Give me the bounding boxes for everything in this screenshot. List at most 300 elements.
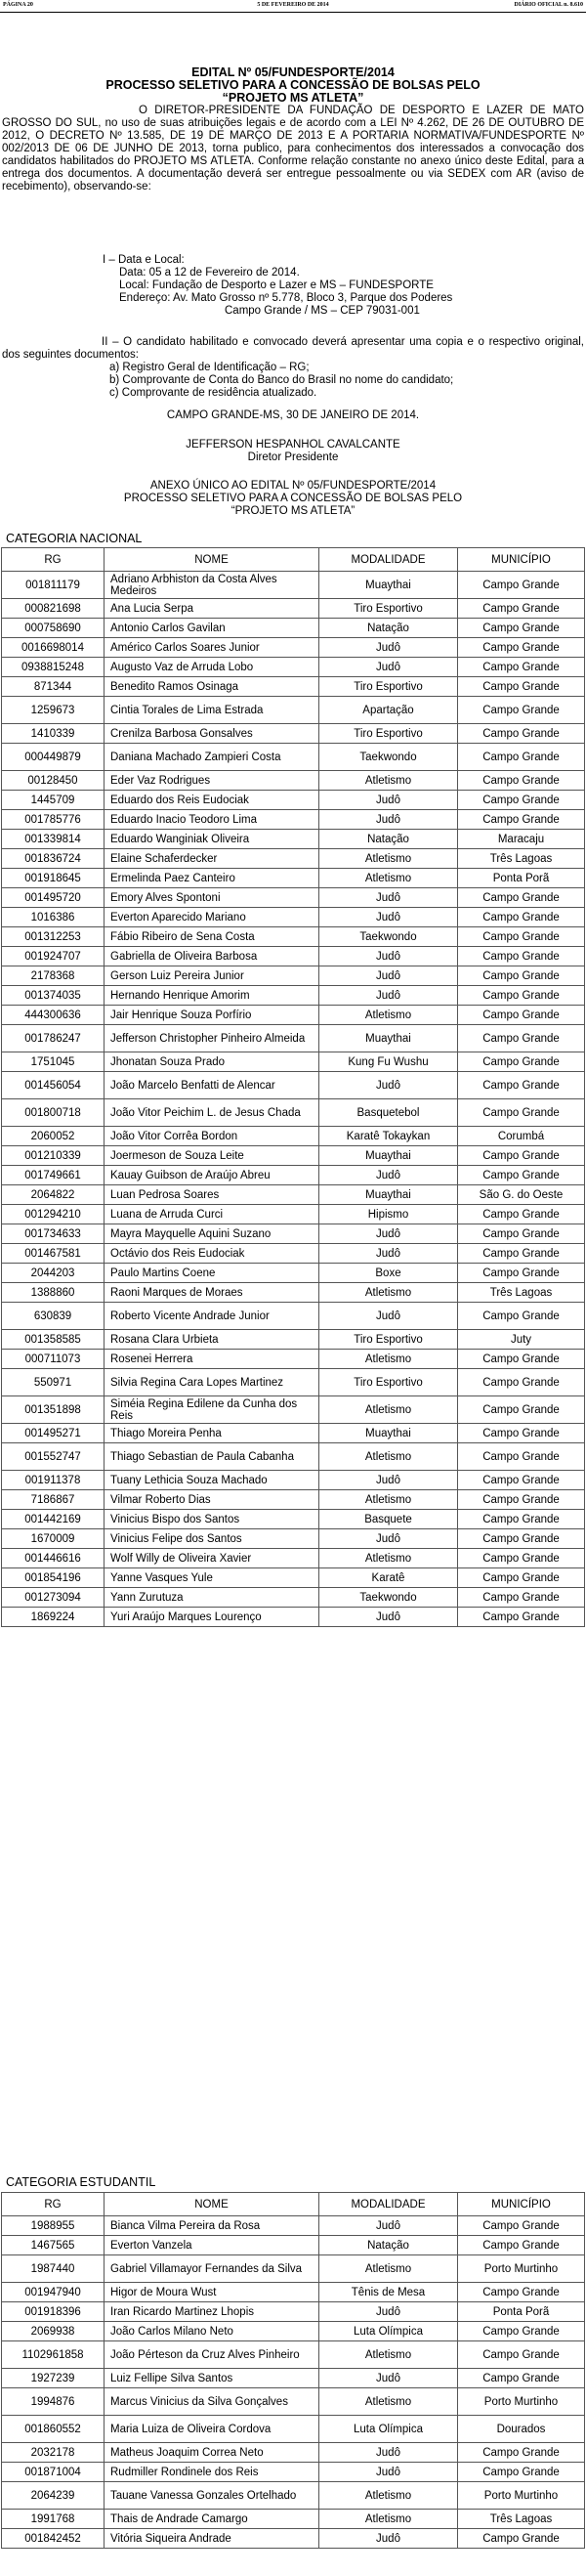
modalidade-cell: Atletismo xyxy=(319,2388,458,2416)
modalidade-cell: Judô xyxy=(319,966,458,986)
rg-cell: 444300636 xyxy=(2,1006,105,1025)
table-row xyxy=(2,2341,585,2369)
rg-cell: 1987440 xyxy=(2,2255,105,2283)
modalidade-cell: Boxe xyxy=(319,1264,458,1283)
modalidade-cell: Judô xyxy=(319,986,458,1006)
nome-cell: Rosana Clara Urbieta xyxy=(105,1330,319,1350)
rg-cell: 001552747 xyxy=(2,1443,105,1471)
table-row xyxy=(2,947,585,966)
rg-cell: 001312253 xyxy=(2,927,105,947)
municipio-cell: Campo Grande xyxy=(458,2216,585,2236)
table-row xyxy=(2,599,585,619)
nome-cell: Ermelinda Paez Canteiro xyxy=(105,869,319,888)
nome-cell: Eduardo dos Reis Eudociak xyxy=(105,791,319,810)
rg-cell: 001871004 xyxy=(2,2463,105,2482)
nome-cell: Everton Aparecido Mariano xyxy=(105,908,319,927)
column-header-nome: NOME xyxy=(105,548,319,572)
table-row xyxy=(2,638,585,658)
modalidade-cell: Tiro Esportivo xyxy=(319,1330,458,1350)
nome-cell: Vitória Siqueira Andrade xyxy=(105,2529,319,2549)
category-estudantil-label: CATEGORIA ESTUDANTIL xyxy=(6,2175,156,2189)
rg-cell: 1991768 xyxy=(2,2510,105,2529)
modalidade-cell: Karatê xyxy=(319,1568,458,1588)
modalidade-cell: Atletismo xyxy=(319,1006,458,1025)
nome-cell: Antonio Carlos Gavilan xyxy=(105,619,319,638)
nome-cell: Ana Lucia Serpa xyxy=(105,599,319,619)
modalidade-cell: Luta Olímpica xyxy=(319,2322,458,2341)
nome-cell: Adriano Arbhiston da Costa Alves Medeiros xyxy=(105,572,319,599)
municipio-cell: Campo Grande xyxy=(458,1224,585,1244)
nacional-table xyxy=(1,547,585,1627)
rg-cell: 550971 xyxy=(2,1369,105,1396)
municipio-cell: Campo Grande xyxy=(458,1099,585,1127)
modalidade-cell: Muaythai xyxy=(319,1146,458,1166)
modalidade-cell: Atletismo xyxy=(319,2255,458,2283)
table-row xyxy=(2,830,585,849)
municipio-cell: Campo Grande xyxy=(458,1443,585,1471)
table-row xyxy=(2,1369,585,1396)
municipio-cell: Porto Murtinho xyxy=(458,2255,585,2283)
municipio-cell: Campo Grande xyxy=(458,1490,585,1510)
item-1-location: Local: Fundação de Desporto e Lazer e MS – FUNDESPORTE xyxy=(119,279,434,291)
table-row xyxy=(2,1146,585,1166)
nome-cell: Cintia Torales de Lima Estrada xyxy=(105,697,319,724)
modalidade-cell: Tiro Esportivo xyxy=(319,724,458,744)
modalidade-cell: Natação xyxy=(319,2236,458,2255)
modalidade-cell: Atletismo xyxy=(319,1490,458,1510)
municipio-cell: Campo Grande xyxy=(458,986,585,1006)
table-row xyxy=(2,1006,585,1025)
modalidade-cell: Natação xyxy=(319,830,458,849)
rg-cell: 2064239 xyxy=(2,2482,105,2510)
table-row xyxy=(2,1072,585,1099)
municipio-cell: Campo Grande xyxy=(458,1549,585,1568)
table-row xyxy=(2,1588,585,1608)
page-header xyxy=(0,0,586,13)
table-row xyxy=(2,1510,585,1529)
rg-cell: 001294210 xyxy=(2,1205,105,1224)
rg-cell: 2060052 xyxy=(2,1127,105,1146)
municipio-cell: Campo Grande xyxy=(458,1166,585,1185)
column-header-rg: RG xyxy=(2,2193,105,2216)
nome-cell: Thais de Andrade Camargo xyxy=(105,2510,319,2529)
municipio-cell: Campo Grande xyxy=(458,744,585,771)
rg-cell: 001918645 xyxy=(2,869,105,888)
table-row xyxy=(2,619,585,638)
municipio-cell: Campo Grande xyxy=(458,1608,585,1627)
edital-title: EDITAL Nº 05/FUNDESPORTE/2014 xyxy=(191,65,395,79)
municipio-cell: Campo Grande xyxy=(458,1529,585,1549)
table-row xyxy=(2,2443,585,2463)
table-row xyxy=(2,724,585,744)
rg-cell: 1994876 xyxy=(2,2388,105,2416)
date-line: CAMPO GRANDE-MS, 30 DE JANEIRO DE 2014. xyxy=(166,409,420,421)
table-header-row xyxy=(2,548,585,572)
nome-cell: Fábio Ribeiro de Sena Costa xyxy=(105,927,319,947)
modalidade-cell: Judô xyxy=(319,638,458,658)
rg-cell: 7186867 xyxy=(2,1490,105,1510)
nome-cell: Mayra Mayquelle Aquini Suzano xyxy=(105,1224,319,1244)
signer-role: Diretor Presidente xyxy=(247,451,339,463)
municipio-cell: Campo Grande xyxy=(458,1264,585,1283)
table-row xyxy=(2,2416,585,2443)
table-row xyxy=(2,2369,585,2388)
edital-project: “PROJETO MS ATLETA” xyxy=(222,91,364,105)
rg-cell: 2064822 xyxy=(2,1185,105,1205)
municipio-cell: Campo Grande xyxy=(458,724,585,744)
anexo-subtitle: PROCESSO SELETIVO PARA A CONCESSÃO DE BOLSAS PELO xyxy=(123,493,463,504)
nome-cell: Tuany Lethicia Souza Machado xyxy=(105,1471,319,1490)
nome-cell: João Marcelo Benfatti de Alencar xyxy=(105,1072,319,1099)
rg-cell: 630839 xyxy=(2,1303,105,1330)
table-row xyxy=(2,1264,585,1283)
modalidade-cell: Atletismo xyxy=(319,771,458,791)
rg-cell: 1927239 xyxy=(2,2369,105,2388)
rg-cell: 1751045 xyxy=(2,1052,105,1072)
nome-cell: João Carlos Milano Neto xyxy=(105,2322,319,2341)
modalidade-cell: Judô xyxy=(319,1224,458,1244)
table-row xyxy=(2,810,585,830)
rg-cell: 001811179 xyxy=(2,572,105,599)
modalidade-cell: Hipismo xyxy=(319,1205,458,1224)
municipio-cell: Campo Grande xyxy=(458,1424,585,1443)
modalidade-cell: Judô xyxy=(319,1303,458,1330)
municipio-cell: Campo Grande xyxy=(458,2283,585,2302)
municipio-cell: Campo Grande xyxy=(458,1244,585,1264)
rg-cell: 000758690 xyxy=(2,619,105,638)
rg-cell: 001351898 xyxy=(2,1396,105,1424)
municipio-cell: Campo Grande xyxy=(458,888,585,908)
municipio-cell: Campo Grande xyxy=(458,1146,585,1166)
rg-cell: 001842452 xyxy=(2,2529,105,2549)
rg-cell: 001918396 xyxy=(2,2302,105,2322)
nome-cell: Luana de Arruda Curci xyxy=(105,1205,319,1224)
municipio-cell: Campo Grande xyxy=(458,1588,585,1608)
table-row xyxy=(2,1424,585,1443)
nome-cell: Benedito Ramos Osinaga xyxy=(105,677,319,697)
modalidade-cell: Judô xyxy=(319,1244,458,1264)
item-2a: a) Registro Geral de Identificação – RG; xyxy=(109,362,310,373)
nome-cell: Emory Alves Spontoni xyxy=(105,888,319,908)
rg-cell: 1259673 xyxy=(2,697,105,724)
rg-cell: 001749661 xyxy=(2,1166,105,1185)
column-header-municipio: MUNICÍPIO xyxy=(458,548,585,572)
municipio-cell: Campo Grande xyxy=(458,1006,585,1025)
nome-cell: Gabriella de Oliveira Barbosa xyxy=(105,947,319,966)
modalidade-cell: Tiro Esportivo xyxy=(319,677,458,697)
nome-cell: Silvia Regina Cara Lopes Martinez xyxy=(105,1369,319,1396)
modalidade-cell: Judô xyxy=(319,908,458,927)
modalidade-cell: Natação xyxy=(319,619,458,638)
table-row xyxy=(2,2482,585,2510)
municipio-cell: Campo Grande xyxy=(458,619,585,638)
rg-cell: 001854196 xyxy=(2,1568,105,1588)
municipio-cell: Campo Grande xyxy=(458,771,585,791)
modalidade-cell: Basquetebol xyxy=(319,1099,458,1127)
table-row xyxy=(2,697,585,724)
table-row xyxy=(2,2302,585,2322)
edital-subtitle: PROCESSO SELETIVO PARA A CONCESSÃO DE BOLSAS PELO xyxy=(105,78,481,92)
rg-cell: 001836724 xyxy=(2,849,105,869)
municipio-cell: Campo Grande xyxy=(458,810,585,830)
rg-cell: 000449879 xyxy=(2,744,105,771)
modalidade-cell: Basquete xyxy=(319,1510,458,1529)
table-row xyxy=(2,1396,585,1424)
municipio-cell: Campo Grande xyxy=(458,2463,585,2482)
page-number: PÁGINA 20 xyxy=(3,2,33,8)
rg-cell: 001800718 xyxy=(2,1099,105,1127)
modalidade-cell: Judô xyxy=(319,1072,458,1099)
nome-cell: Eduardo Inacio Teodoro Lima xyxy=(105,810,319,830)
nome-cell: Luiz Fellipe Silva Santos xyxy=(105,2369,319,2388)
nome-cell: Gabriel Villamayor Fernandes da Silva xyxy=(105,2255,319,2283)
modalidade-cell: Atletismo xyxy=(319,849,458,869)
municipio-cell: Campo Grande xyxy=(458,1350,585,1369)
table-row xyxy=(2,1443,585,1471)
signer-name: JEFFERSON HESPANHOL CAVALCANTE xyxy=(186,439,400,451)
nome-cell: Matheus Joaquim Correa Neto xyxy=(105,2443,319,2463)
table-row xyxy=(2,1099,585,1127)
table-row xyxy=(2,1549,585,1568)
municipio-cell: Campo Grande xyxy=(458,2236,585,2255)
municipio-cell: Juty xyxy=(458,1330,585,1350)
item-1-date: Data: 05 a 12 de Fevereiro de 2014. xyxy=(119,267,300,279)
table-row xyxy=(2,888,585,908)
modalidade-cell: Judô xyxy=(319,2302,458,2322)
table-row xyxy=(2,572,585,599)
modalidade-cell: Atletismo xyxy=(319,2510,458,2529)
municipio-cell: Campo Grande xyxy=(458,1568,585,1588)
municipio-cell: Maracaju xyxy=(458,830,585,849)
municipio-cell: Campo Grande xyxy=(458,966,585,986)
modalidade-cell: Tiro Esportivo xyxy=(319,1369,458,1396)
nome-cell: Vinicius Bispo dos Santos xyxy=(105,1510,319,1529)
table-row xyxy=(2,1166,585,1185)
anexo-project: “PROJETO MS ATLETA” xyxy=(230,505,356,517)
municipio-cell: Ponta Porã xyxy=(458,869,585,888)
municipio-cell: São G. do Oeste xyxy=(458,1185,585,1205)
modalidade-cell: Judô xyxy=(319,1471,458,1490)
modalidade-cell: Muaythai xyxy=(319,1424,458,1443)
municipio-cell: Campo Grande xyxy=(458,1052,585,1072)
rg-cell: 001339814 xyxy=(2,830,105,849)
municipio-cell: Campo Grande xyxy=(458,638,585,658)
municipio-cell: Campo Grande xyxy=(458,947,585,966)
nome-cell: Bianca Vilma Pereira da Rosa xyxy=(105,2216,319,2236)
rg-cell: 001456054 xyxy=(2,1072,105,1099)
nome-cell: Eder Vaz Rodrigues xyxy=(105,771,319,791)
municipio-cell: Campo Grande xyxy=(458,927,585,947)
nome-cell: Elaine Schaferdecker xyxy=(105,849,319,869)
modalidade-cell: Tênis de Mesa xyxy=(319,2283,458,2302)
nome-cell: Yanne Vasques Yule xyxy=(105,1568,319,1588)
table-row xyxy=(2,1350,585,1369)
municipio-cell: Dourados xyxy=(458,2416,585,2443)
modalidade-cell: Atletismo xyxy=(319,1283,458,1303)
rg-cell: 1388860 xyxy=(2,1283,105,1303)
nome-cell: Thiago Sebastian de Paula Cabanha xyxy=(105,1443,319,1471)
nome-cell: Kauay Guibson de Araújo Abreu xyxy=(105,1166,319,1185)
nome-cell: Vinicius Felipe dos Santos xyxy=(105,1529,319,1549)
table-row xyxy=(2,849,585,869)
rg-cell: 1988955 xyxy=(2,2216,105,2236)
municipio-cell: Porto Murtinho xyxy=(458,2482,585,2510)
rg-cell: 2032178 xyxy=(2,2443,105,2463)
municipio-cell: Campo Grande xyxy=(458,2443,585,2463)
nome-cell: Luan Pedrosa Soares xyxy=(105,1185,319,1205)
municipio-cell: Campo Grande xyxy=(458,1303,585,1330)
nome-cell: Rudmiller Rondinele dos Reis xyxy=(105,2463,319,2482)
column-header-municipio: MUNICÍPIO xyxy=(458,2193,585,2216)
modalidade-cell: Judô xyxy=(319,2369,458,2388)
nome-cell: Vilmar Roberto Dias xyxy=(105,1490,319,1510)
rg-cell: 001734633 xyxy=(2,1224,105,1244)
column-header-modalidade: MODALIDADE xyxy=(319,2193,458,2216)
rg-cell: 871344 xyxy=(2,677,105,697)
modalidade-cell: Judô xyxy=(319,1166,458,1185)
estudantil-table xyxy=(1,2192,585,2549)
municipio-cell: Campo Grande xyxy=(458,677,585,697)
nome-cell: Rosenei Herrera xyxy=(105,1350,319,1369)
table-row xyxy=(2,927,585,947)
municipio-cell: Campo Grande xyxy=(458,1025,585,1052)
municipio-cell: Campo Grande xyxy=(458,1510,585,1529)
rg-cell: 1102961858 xyxy=(2,2341,105,2369)
table-row xyxy=(2,869,585,888)
modalidade-cell: Taekwondo xyxy=(319,744,458,771)
rg-cell: 001210339 xyxy=(2,1146,105,1166)
table-row xyxy=(2,2236,585,2255)
table-row xyxy=(2,1127,585,1146)
item-2-text: II – O candidato habilitado e convocado deverá apresentar uma copia e o respectivo original, dos seguintes documentos: xyxy=(2,336,584,361)
table-row xyxy=(2,2388,585,2416)
item-1-heading: I – Data e Local: xyxy=(103,254,185,266)
table-row xyxy=(2,1608,585,1627)
table-row xyxy=(2,1052,585,1072)
item-1-address: Endereço: Av. Mato Grosso nº 5.778, Bloco 3, Parque dos Poderes xyxy=(119,292,453,304)
table-row xyxy=(2,2216,585,2236)
nome-cell: Daniana Machado Zampieri Costa xyxy=(105,744,319,771)
rg-cell: 001467581 xyxy=(2,1244,105,1264)
modalidade-cell: Taekwondo xyxy=(319,1588,458,1608)
nome-cell: Maria Luiza de Oliveira Cordova xyxy=(105,2416,319,2443)
rg-cell: 0938815248 xyxy=(2,658,105,677)
modalidade-cell: Atletismo xyxy=(319,1350,458,1369)
municipio-cell: Campo Grande xyxy=(458,1205,585,1224)
municipio-cell: Três Lagoas xyxy=(458,849,585,869)
table-row xyxy=(2,1303,585,1330)
modalidade-cell: Atletismo xyxy=(319,2482,458,2510)
nome-cell: Higor de Moura Wust xyxy=(105,2283,319,2302)
rg-cell: 001495720 xyxy=(2,888,105,908)
municipio-cell: Campo Grande xyxy=(458,791,585,810)
table-row xyxy=(2,1185,585,1205)
modalidade-cell: Atletismo xyxy=(319,869,458,888)
table-row xyxy=(2,1283,585,1303)
table-row xyxy=(2,2255,585,2283)
table-row xyxy=(2,2322,585,2341)
rg-cell: 000711073 xyxy=(2,1350,105,1369)
edital-body: O DIRETOR-PRESIDENTE DA FUNDAÇÃO DE DESPORTO E LAZER DE MATO GROSSO DO SUL, no uso de suas atribuições legais e de acordo com a LEI Nº 4.262, DE 26 DE OUTUBRO DE 2012, O DECRETO Nº 13.585, DE 19 DE MARÇO DE 2013 E A PORTARIA NORMATIVA/FUNDESPORTE Nº 002/2013 DE 06 DE JUNHO DE 2013, torna publico, para conhecimentos dos interessados a convocação dos candidatos habilitados do PROJETO MS ATLETA. Conforme relação constante no anexo único deste Edital, para a entrega dos documentos. A documentação deverá ser entregue pessoalmente ou via SEDEX com AR (aviso de recebimento), observando-se: xyxy=(2,105,584,193)
table-row xyxy=(2,908,585,927)
nome-cell: Augusto Vaz de Arruda Lobo xyxy=(105,658,319,677)
modalidade-cell: Taekwondo xyxy=(319,927,458,947)
modalidade-cell: Luta Olímpica xyxy=(319,2416,458,2443)
table-row xyxy=(2,658,585,677)
municipio-cell: Ponta Porã xyxy=(458,2302,585,2322)
nome-cell: Jefferson Christopher Pinheiro Almeida xyxy=(105,1025,319,1052)
modalidade-cell: Atletismo xyxy=(319,1443,458,1471)
table-row xyxy=(2,2529,585,2549)
table-row xyxy=(2,1471,585,1490)
modalidade-cell: Judô xyxy=(319,1608,458,1627)
rg-cell: 1410339 xyxy=(2,724,105,744)
municipio-cell: Corumbá xyxy=(458,1127,585,1146)
rg-cell: 00128450 xyxy=(2,771,105,791)
rg-cell: 2178368 xyxy=(2,966,105,986)
rg-cell: 001446616 xyxy=(2,1549,105,1568)
nome-cell: João Vitor Peichim L. de Jesus Chada xyxy=(105,1099,319,1127)
modalidade-cell: Karatê Tokaykan xyxy=(319,1127,458,1146)
rg-cell: 001860552 xyxy=(2,2416,105,2443)
column-header-nome: NOME xyxy=(105,2193,319,2216)
municipio-cell: Campo Grande xyxy=(458,599,585,619)
table-row xyxy=(2,1568,585,1588)
column-header-rg: RG xyxy=(2,548,105,572)
modalidade-cell: Atletismo xyxy=(319,1396,458,1424)
municipio-cell: Porto Murtinho xyxy=(458,2388,585,2416)
nome-cell: Roberto Vicente Andrade Junior xyxy=(105,1303,319,1330)
rg-cell: 1445709 xyxy=(2,791,105,810)
table-row xyxy=(2,2510,585,2529)
table-row xyxy=(2,1224,585,1244)
rg-cell: 001786247 xyxy=(2,1025,105,1052)
nome-cell: Thiago Moreira Penha xyxy=(105,1424,319,1443)
rg-cell: 1670009 xyxy=(2,1529,105,1549)
modalidade-cell: Judô xyxy=(319,888,458,908)
municipio-cell: Campo Grande xyxy=(458,1396,585,1424)
category-nacional-label: CATEGORIA NACIONAL xyxy=(6,532,143,545)
table-row xyxy=(2,2283,585,2302)
header-publication: DIÁRIO OFICIAL n. 8.610 xyxy=(514,2,583,8)
nome-cell: Joermeson de Souza Leite xyxy=(105,1146,319,1166)
nome-cell: Paulo Martins Coene xyxy=(105,1264,319,1283)
municipio-cell: Campo Grande xyxy=(458,2369,585,2388)
nome-cell: Eduardo Wanginiak Oliveira xyxy=(105,830,319,849)
nome-cell: João Pérteson da Cruz Alves Pinheiro xyxy=(105,2341,319,2369)
modalidade-cell: Atletismo xyxy=(319,2341,458,2369)
item-1-city: Campo Grande / MS – CEP 79031-001 xyxy=(225,305,420,317)
item-2c: c) Comprovante de residência atualizado. xyxy=(109,387,317,399)
modalidade-cell: Tiro Esportivo xyxy=(319,599,458,619)
modalidade-cell: Kung Fu Wushu xyxy=(319,1052,458,1072)
modalidade-cell: Judô xyxy=(319,2463,458,2482)
table-row xyxy=(2,677,585,697)
nome-cell: Siméia Regina Edilene da Cunha dos Reis xyxy=(105,1396,319,1424)
modalidade-cell: Atletismo xyxy=(319,1549,458,1568)
modalidade-cell: Apartação xyxy=(319,697,458,724)
rg-cell: 001442169 xyxy=(2,1510,105,1529)
municipio-cell: Campo Grande xyxy=(458,2322,585,2341)
municipio-cell: Campo Grande xyxy=(458,1369,585,1396)
rg-cell: 1869224 xyxy=(2,1608,105,1627)
nome-cell: Iran Ricardo Martinez Lhopis xyxy=(105,2302,319,2322)
rg-cell: 001924707 xyxy=(2,947,105,966)
nome-cell: Hernando Henrique Amorim xyxy=(105,986,319,1006)
modalidade-cell: Judô xyxy=(319,2443,458,2463)
table-row xyxy=(2,1205,585,1224)
rg-cell: 1467565 xyxy=(2,2236,105,2255)
